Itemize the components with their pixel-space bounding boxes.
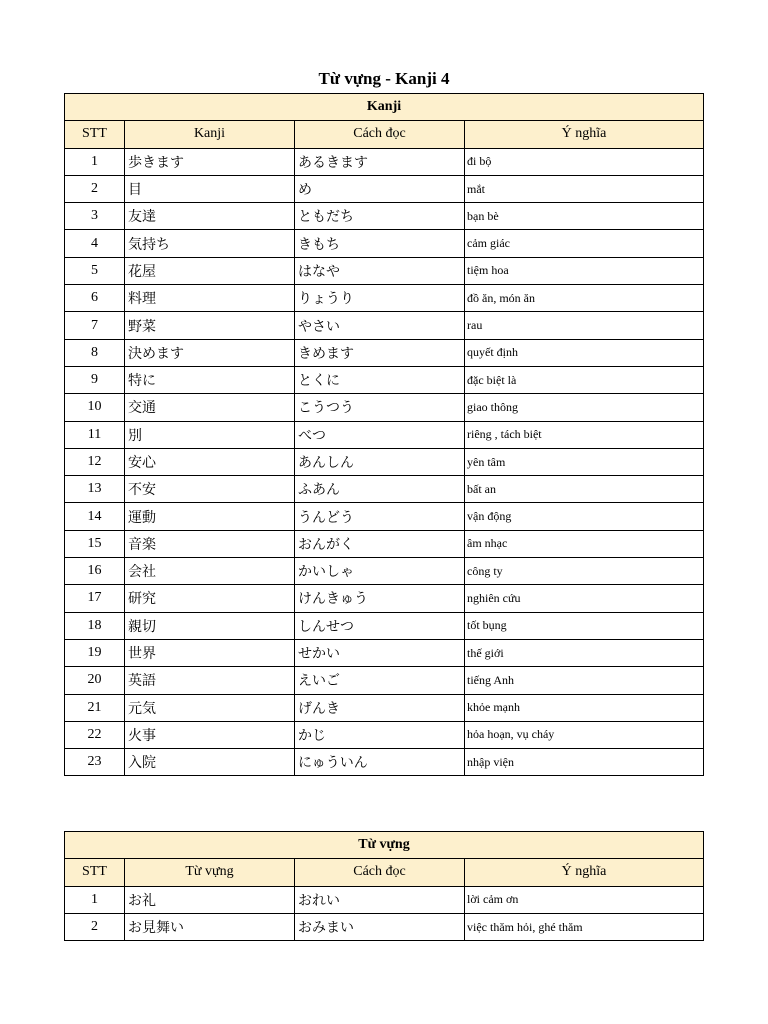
table-row: [65, 558, 704, 585]
row-number: 4: [65, 230, 125, 257]
row-number: 7: [65, 312, 125, 339]
row-number: 14: [65, 503, 125, 530]
reading-cell: げんき: [295, 694, 465, 721]
meaning-cell: yên tâm: [465, 448, 704, 475]
word-cell: 世界: [125, 639, 295, 666]
table-row: [65, 585, 704, 612]
reading-cell: おれい: [295, 886, 465, 913]
table-header-row: [65, 859, 704, 886]
kanji-table-caption: Kanji: [65, 94, 704, 121]
word-cell: 決めます: [125, 339, 295, 366]
row-number: 2: [65, 913, 125, 940]
meaning-cell: giao thông: [465, 394, 704, 421]
row-number: 23: [65, 749, 125, 776]
reading-cell: ともだち: [295, 203, 465, 230]
reading-cell: おみまい: [295, 913, 465, 940]
meaning-cell: việc thăm hỏi, ghé thăm: [465, 913, 704, 940]
reading-cell: やさい: [295, 312, 465, 339]
row-number: 1: [65, 148, 125, 175]
table-row: [65, 476, 704, 503]
word-cell: 目: [125, 175, 295, 202]
meaning-cell: tốt bụng: [465, 612, 704, 639]
reading-cell: りょうり: [295, 285, 465, 312]
row-number: 18: [65, 612, 125, 639]
word-cell: 研究: [125, 585, 295, 612]
table-caption-row: [65, 94, 704, 121]
table-row: [65, 530, 704, 557]
meaning-cell: khỏe mạnh: [465, 694, 704, 721]
meaning-cell: hỏa hoạn, vụ cháy: [465, 721, 704, 748]
table-row: [65, 312, 704, 339]
table-row: [65, 339, 704, 366]
table-row: [65, 886, 704, 913]
meaning-cell: vận động: [465, 503, 704, 530]
table-row: [65, 749, 704, 776]
vocab-table-body: [65, 886, 704, 941]
reading-cell: かじ: [295, 721, 465, 748]
row-number: 20: [65, 667, 125, 694]
word-cell: 特に: [125, 366, 295, 393]
table-row: [65, 612, 704, 639]
word-cell: 安心: [125, 448, 295, 475]
table-header-row: [65, 121, 704, 148]
header-reading: Cách đọc: [295, 859, 465, 886]
kanji-table: [64, 93, 704, 776]
reading-cell: おんがく: [295, 530, 465, 557]
header-reading: Cách đọc: [295, 121, 465, 148]
table-row: [65, 148, 704, 175]
meaning-cell: tiệm hoa: [465, 257, 704, 284]
word-cell: 音楽: [125, 530, 295, 557]
reading-cell: こうつう: [295, 394, 465, 421]
table-row: [65, 721, 704, 748]
header-meaning: Ý nghĩa: [465, 121, 704, 148]
table-row: [65, 203, 704, 230]
row-number: 10: [65, 394, 125, 421]
meaning-cell: mắt: [465, 175, 704, 202]
reading-cell: せかい: [295, 639, 465, 666]
meaning-cell: nhập viện: [465, 749, 704, 776]
row-number: 16: [65, 558, 125, 585]
meaning-cell: đi bộ: [465, 148, 704, 175]
word-cell: 元気: [125, 694, 295, 721]
kanji-table-body: [65, 148, 704, 776]
table-row: [65, 694, 704, 721]
row-number: 5: [65, 257, 125, 284]
word-cell: 英語: [125, 667, 295, 694]
word-cell: 歩きます: [125, 148, 295, 175]
meaning-cell: nghiên cứu: [465, 585, 704, 612]
meaning-cell: công ty: [465, 558, 704, 585]
row-number: 9: [65, 366, 125, 393]
vocab-table-caption: Từ vựng: [65, 832, 704, 859]
word-cell: お礼: [125, 886, 295, 913]
table-row: [65, 394, 704, 421]
table-caption-row: [65, 832, 704, 859]
reading-cell: えいご: [295, 667, 465, 694]
word-cell: 料理: [125, 285, 295, 312]
reading-cell: きめます: [295, 339, 465, 366]
word-cell: 花屋: [125, 257, 295, 284]
row-number: 15: [65, 530, 125, 557]
row-number: 12: [65, 448, 125, 475]
reading-cell: しんせつ: [295, 612, 465, 639]
meaning-cell: bạn bè: [465, 203, 704, 230]
row-number: 6: [65, 285, 125, 312]
table-row: [65, 503, 704, 530]
meaning-cell: đặc biệt là: [465, 366, 704, 393]
document-title: Từ vựng - Kanji 4: [318, 69, 450, 88]
meaning-cell: riêng , tách biệt: [465, 421, 704, 448]
header-stt: STT: [65, 121, 125, 148]
meaning-cell: bất an: [465, 476, 704, 503]
row-number: 21: [65, 694, 125, 721]
row-number: 2: [65, 175, 125, 202]
word-cell: 友達: [125, 203, 295, 230]
reading-cell: あんしん: [295, 448, 465, 475]
table-row: [65, 230, 704, 257]
meaning-cell: tiếng Anh: [465, 667, 704, 694]
meaning-cell: quyết định: [465, 339, 704, 366]
row-number: 1: [65, 886, 125, 913]
reading-cell: とくに: [295, 366, 465, 393]
word-cell: 交通: [125, 394, 295, 421]
table-row: [65, 421, 704, 448]
table-row: [65, 639, 704, 666]
row-number: 22: [65, 721, 125, 748]
word-cell: 会社: [125, 558, 295, 585]
word-cell: 別: [125, 421, 295, 448]
table-row: [65, 448, 704, 475]
reading-cell: め: [295, 175, 465, 202]
meaning-cell: âm nhạc: [465, 530, 704, 557]
header-meaning: Ý nghĩa: [465, 859, 704, 886]
table-row: [65, 175, 704, 202]
row-number: 19: [65, 639, 125, 666]
header-kanji: Kanji: [125, 121, 295, 148]
header-word: Từ vựng: [125, 859, 295, 886]
meaning-cell: lời cảm ơn: [465, 886, 704, 913]
row-number: 13: [65, 476, 125, 503]
meaning-cell: đồ ăn, món ăn: [465, 285, 704, 312]
row-number: 3: [65, 203, 125, 230]
row-number: 8: [65, 339, 125, 366]
meaning-cell: cảm giác: [465, 230, 704, 257]
word-cell: 親切: [125, 612, 295, 639]
word-cell: 火事: [125, 721, 295, 748]
reading-cell: はなや: [295, 257, 465, 284]
table-row: [65, 257, 704, 284]
meaning-cell: rau: [465, 312, 704, 339]
word-cell: 運動: [125, 503, 295, 530]
reading-cell: けんきゅう: [295, 585, 465, 612]
reading-cell: ふあん: [295, 476, 465, 503]
table-row: [65, 667, 704, 694]
reading-cell: べつ: [295, 421, 465, 448]
row-number: 11: [65, 421, 125, 448]
word-cell: 不安: [125, 476, 295, 503]
reading-cell: うんどう: [295, 503, 465, 530]
vocab-table: [64, 831, 704, 941]
header-stt: STT: [65, 859, 125, 886]
row-number: 17: [65, 585, 125, 612]
reading-cell: にゅういん: [295, 749, 465, 776]
reading-cell: かいしゃ: [295, 558, 465, 585]
word-cell: 気持ち: [125, 230, 295, 257]
word-cell: 入院: [125, 749, 295, 776]
reading-cell: あるきます: [295, 148, 465, 175]
table-row: [65, 913, 704, 940]
word-cell: お見舞い: [125, 913, 295, 940]
reading-cell: きもち: [295, 230, 465, 257]
meaning-cell: thế giới: [465, 639, 704, 666]
table-row: [65, 366, 704, 393]
word-cell: 野菜: [125, 312, 295, 339]
table-row: [65, 285, 704, 312]
